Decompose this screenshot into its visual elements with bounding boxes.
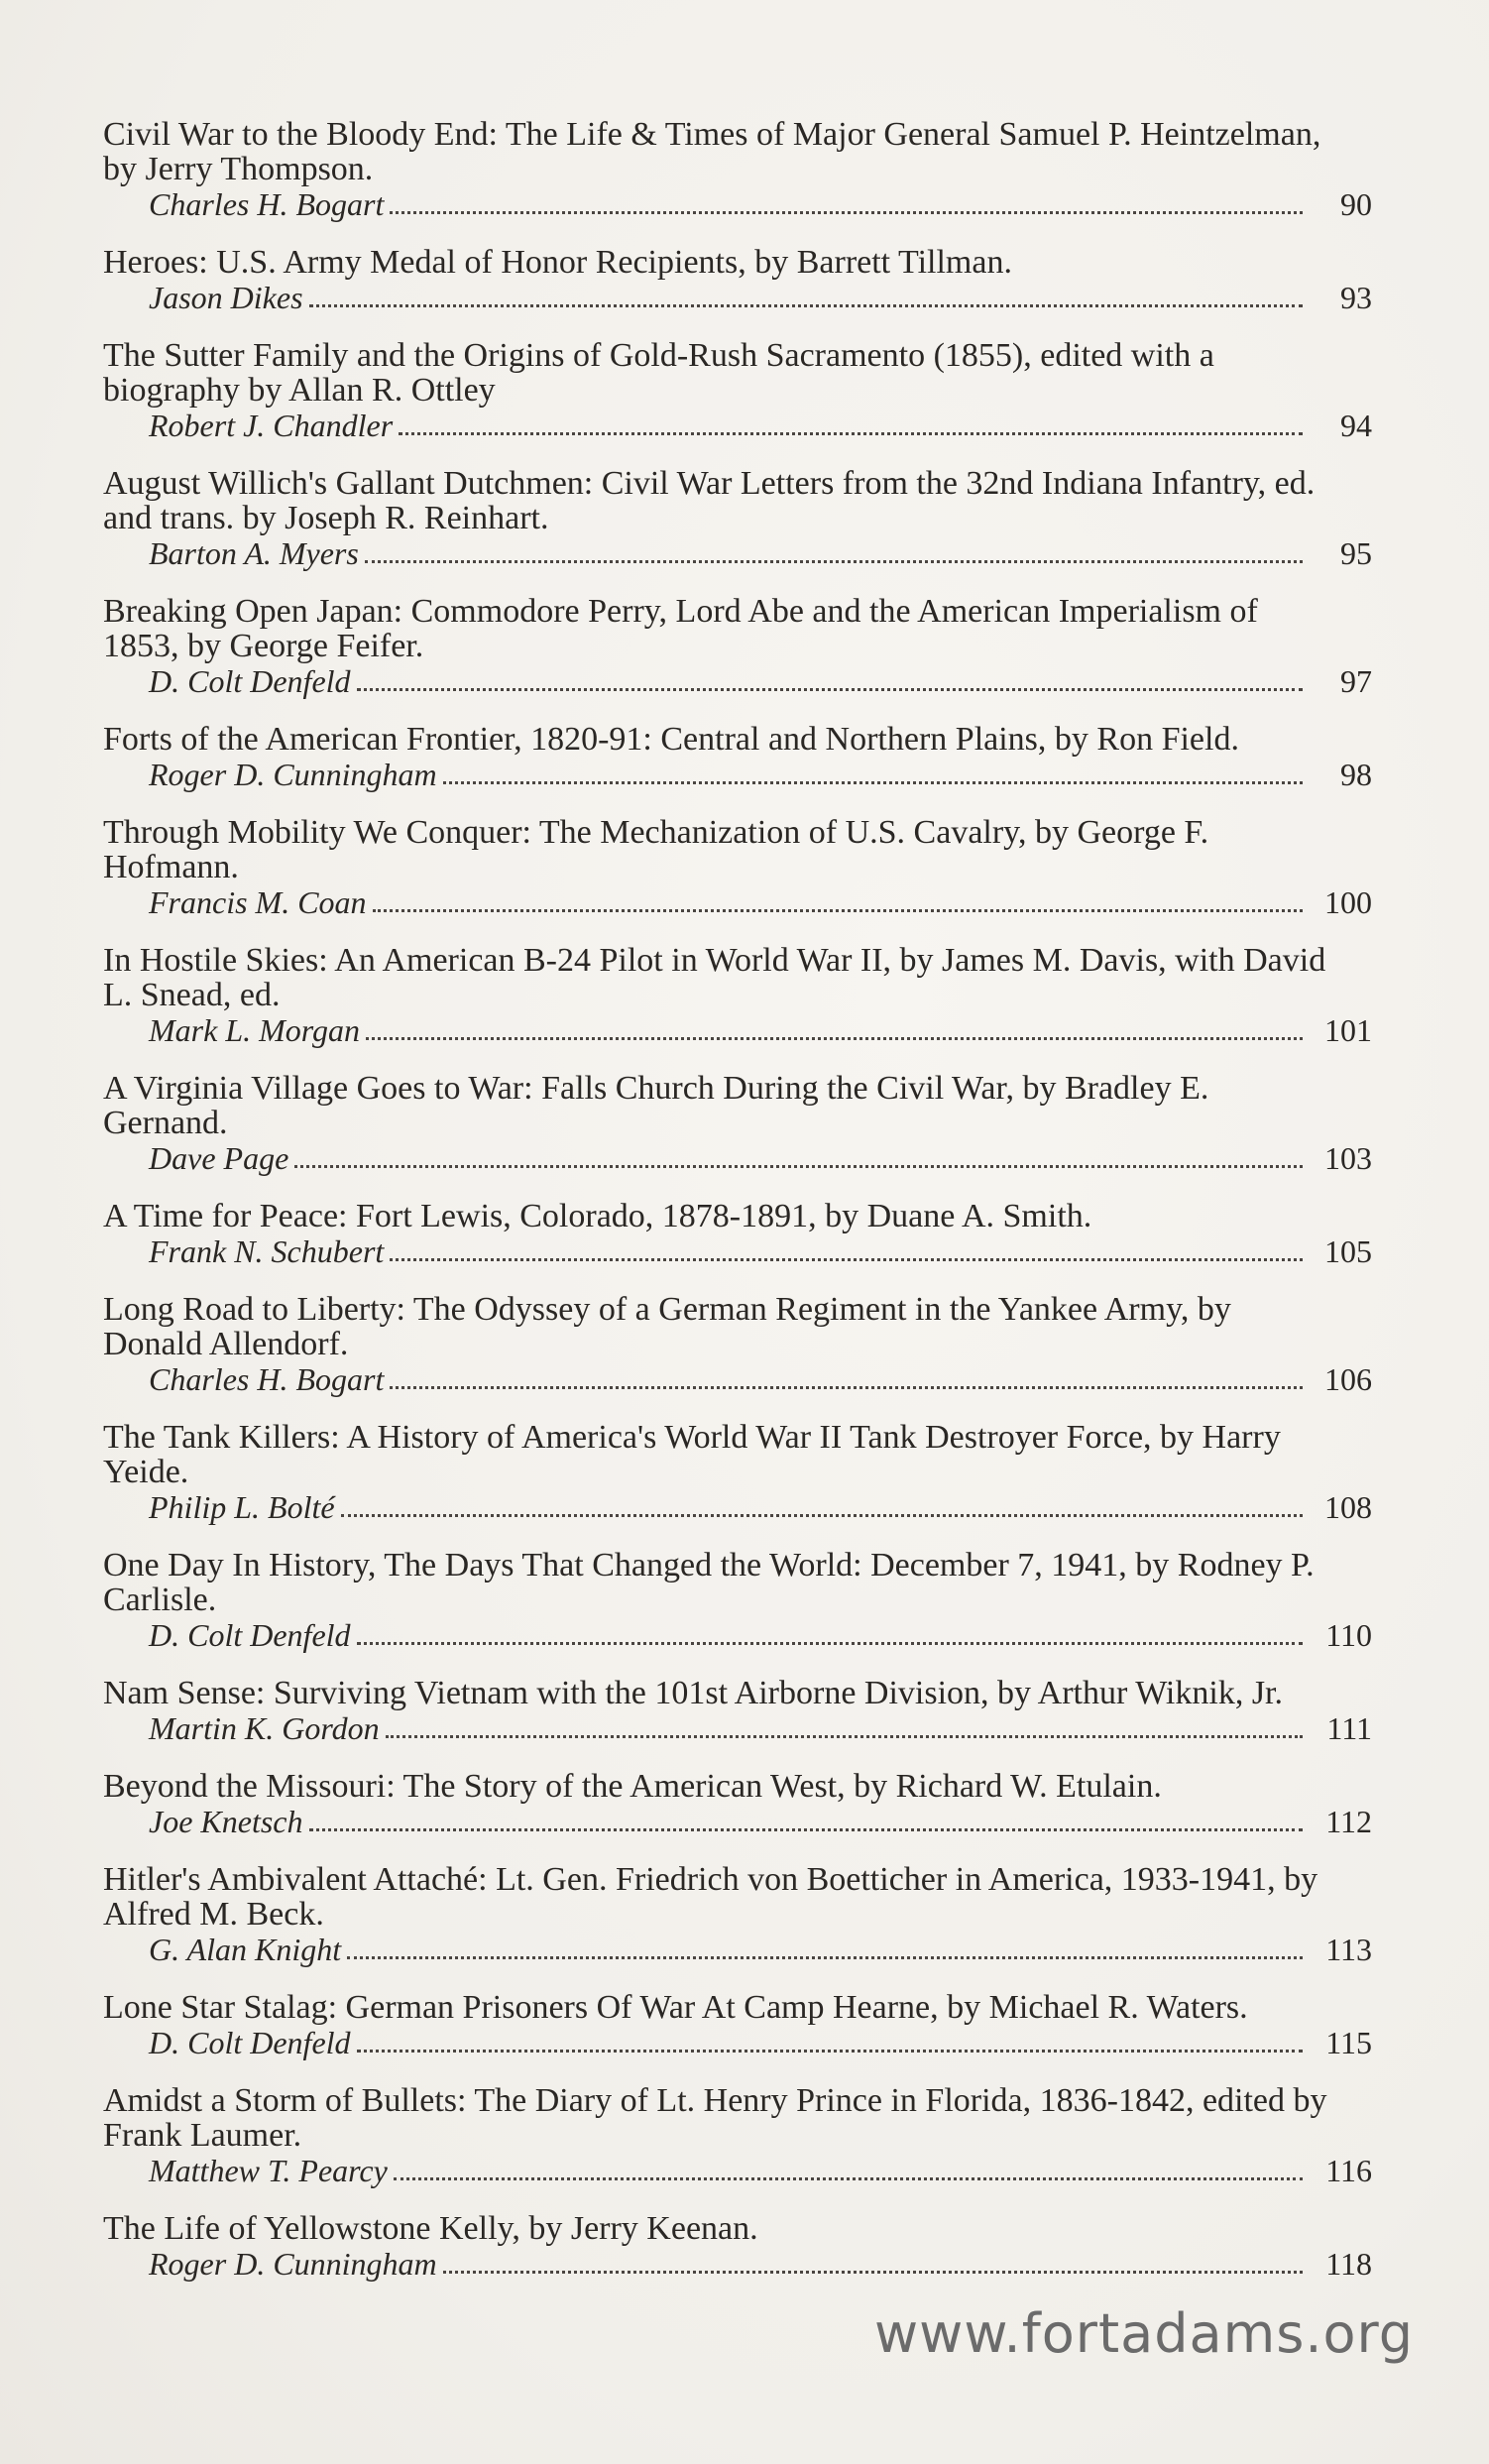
review-entry: [103, 1199, 1372, 1269]
reviewer-line: [103, 757, 1372, 792]
dot-leader: [443, 781, 1303, 784]
page-number: 100: [1324, 884, 1372, 920]
review-entry: [103, 117, 1372, 222]
book-title: In Hostile Skies: An American B-24 Pilot in World War II, by James M. Davis, with David L. Snead, ed.: [103, 942, 1326, 1013]
book-title: Through Mobility We Conquer: The Mechanization of U.S. Cavalry, by George F. Hofmann.: [103, 814, 1209, 885]
review-entry: [103, 1676, 1372, 1746]
dot-leader: [294, 1165, 1303, 1168]
dot-leader: [357, 688, 1303, 691]
review-entry: [103, 338, 1372, 443]
reviewer-line: [103, 1489, 1372, 1525]
book-title: Civil War to the Bloody End: The Life & Times of Major General Samuel P. Heintzelman, by Jerry Thompson.: [103, 116, 1321, 187]
page-number: 95: [1340, 535, 1372, 571]
review-entry: [103, 1292, 1372, 1397]
reviewer-line: [103, 884, 1372, 920]
dot-leader: [357, 1642, 1303, 1645]
dot-leader: [365, 560, 1303, 563]
reviewer-name: Roger D. Cunningham: [149, 2246, 437, 2282]
reviewer-line: [103, 1233, 1372, 1269]
reviewer-name: Matthew T. Pearcy: [149, 2153, 388, 2188]
reviewer-name: Charles H. Bogart: [149, 186, 385, 222]
reviewer-name: Charles H. Bogart: [149, 1361, 385, 1397]
reviewer-line: [103, 408, 1372, 443]
reviewer-name: Philip L. Bolté: [149, 1489, 335, 1525]
page-number: 112: [1325, 1804, 1372, 1839]
reviewer-line: [103, 2153, 1372, 2188]
review-entry: [103, 466, 1372, 571]
dot-leader: [373, 909, 1303, 912]
review-entry: [103, 2211, 1372, 2282]
page-number: 108: [1324, 1489, 1372, 1525]
reviewer-name: D. Colt Denfeld: [149, 1617, 351, 1653]
reviewer-line: [103, 1710, 1372, 1746]
reviewer-name: Frank N. Schubert: [149, 1233, 385, 1269]
reviewer-name: Martin K. Gordon: [149, 1710, 380, 1746]
page-number: 115: [1325, 2025, 1372, 2060]
reviewer-name: Dave Page: [149, 1140, 289, 1176]
reviewer-name: G. Alan Knight: [149, 1932, 342, 1967]
page-number: 110: [1325, 1617, 1372, 1653]
book-title: Heroes: U.S. Army Medal of Honor Recipients, by Barrett Tillman.: [103, 244, 1012, 281]
dot-leader: [347, 1956, 1303, 1959]
page-number: 101: [1324, 1012, 1372, 1048]
reviewer-name: Francis M. Coan: [149, 884, 367, 920]
book-title: Beyond the Missouri: The Story of the American West, by Richard W. Etulain.: [103, 1768, 1162, 1805]
book-title: Hitler's Ambivalent Attaché: Lt. Gen. Friedrich von Boetticher in America, 1933-1941, by Alfred M. Beck.: [103, 1861, 1318, 1933]
reviewer-line: [103, 663, 1372, 699]
reviewer-line: [103, 1012, 1372, 1048]
dot-leader: [390, 211, 1303, 214]
reviewer-name: D. Colt Denfeld: [149, 2025, 351, 2060]
watermark-url: www.fortadams.org: [874, 2302, 1415, 2365]
page-number: 113: [1325, 1932, 1372, 1967]
reviewer-name: Joe Knetsch: [149, 1804, 303, 1839]
book-title: Nam Sense: Surviving Vietnam with the 101st Airborne Division, by Arthur Wiknik, Jr.: [103, 1675, 1283, 1711]
review-entry: [103, 1071, 1372, 1176]
dot-leader: [366, 1037, 1303, 1040]
review-entry: [103, 1769, 1372, 1839]
book-title: Amidst a Storm of Bullets: The Diary of Lt. Henry Prince in Florida, 1836-1842, edited by Frank Laumer.: [103, 2082, 1327, 2154]
book-title: Forts of the American Frontier, 1820-91: Central and Northern Plains, by Ron Field.: [103, 721, 1239, 758]
dot-leader: [443, 2271, 1303, 2274]
reviewer-line: [103, 1140, 1372, 1176]
dot-leader: [390, 1258, 1303, 1261]
reviewer-name: Barton A. Myers: [149, 535, 359, 571]
dot-leader: [386, 1735, 1303, 1738]
book-title: Breaking Open Japan: Commodore Perry, Lord Abe and the American Imperialism of 1853, by George Feifer.: [103, 593, 1258, 664]
dot-leader: [390, 1386, 1303, 1389]
review-entry: [103, 1548, 1372, 1653]
book-title: The Life of Yellowstone Kelly, by Jerry Keenan.: [103, 2210, 758, 2247]
reviewer-line: [103, 1932, 1372, 1967]
page-number: 98: [1340, 757, 1372, 792]
dot-leader: [394, 2177, 1303, 2180]
review-entry: [103, 1990, 1372, 2060]
dot-leader: [357, 2050, 1303, 2053]
reviewer-line: [103, 1804, 1372, 1839]
page-number: 118: [1325, 2246, 1372, 2282]
reviewer-name: Mark L. Morgan: [149, 1012, 361, 1048]
reviewer-line: [103, 1361, 1372, 1397]
page-number: 116: [1325, 2153, 1372, 2188]
reviewer-line: [103, 1617, 1372, 1653]
book-title: Long Road to Liberty: The Odyssey of a German Regiment in the Yankee Army, by Donald Allendorf.: [103, 1291, 1231, 1362]
review-entry: [103, 722, 1372, 792]
book-title: The Sutter Family and the Origins of Gold-Rush Sacramento (1855), edited with a biography by Allan R. Ottley: [103, 337, 1214, 409]
reviewer-name: Roger D. Cunningham: [149, 757, 437, 792]
dot-leader: [309, 1828, 1304, 1831]
book-title: The Tank Killers: A History of America's World War II Tank Destroyer Force, by Harry Yeide.: [103, 1419, 1281, 1490]
review-entry: [103, 943, 1372, 1048]
dot-leader: [341, 1514, 1303, 1517]
book-title: One Day In History, The Days That Changed the World: December 7, 1941, by Rodney P. Carlisle.: [103, 1547, 1315, 1618]
review-entry: [103, 815, 1372, 920]
page-number: 90: [1340, 186, 1372, 222]
page-number: 97: [1340, 663, 1372, 699]
reviewer-name: D. Colt Denfeld: [149, 663, 351, 699]
reviewer-name: Jason Dikes: [149, 280, 303, 315]
reviewer-line: [103, 535, 1372, 571]
book-title: August Willich's Gallant Dutchmen: Civil War Letters from the 32nd Indiana Infantry, ed. and trans. by Joseph R. Reinhart.: [103, 465, 1316, 536]
page-number: 94: [1340, 408, 1372, 443]
page-number: 103: [1324, 1140, 1372, 1176]
book-title: A Virginia Village Goes to War: Falls Church During the Civil War, by Bradley E. Gernand.: [103, 1070, 1209, 1141]
dot-leader: [399, 432, 1303, 435]
reviewer-line: [103, 2246, 1372, 2282]
reviewer-line: [103, 186, 1372, 222]
reviewer-name: Robert J. Chandler: [149, 408, 394, 443]
book-title: Lone Star Stalag: German Prisoners Of War At Camp Hearne, by Michael R. Waters.: [103, 1989, 1248, 2026]
review-list: [103, 117, 1372, 2304]
page-number: 106: [1324, 1361, 1372, 1397]
page-number: 105: [1324, 1233, 1372, 1269]
review-entry: [103, 1420, 1372, 1525]
review-entry: [103, 245, 1372, 315]
page-number: 93: [1340, 280, 1372, 315]
review-entry: [103, 2083, 1372, 2188]
reviewer-line: [103, 280, 1372, 315]
reviewer-line: [103, 2025, 1372, 2060]
review-entry: [103, 1862, 1372, 1967]
page-number: 111: [1326, 1710, 1372, 1746]
dot-leader: [309, 304, 1303, 307]
review-entry: [103, 594, 1372, 699]
book-title: A Time for Peace: Fort Lewis, Colorado, 1878-1891, by Duane A. Smith.: [103, 1198, 1092, 1234]
